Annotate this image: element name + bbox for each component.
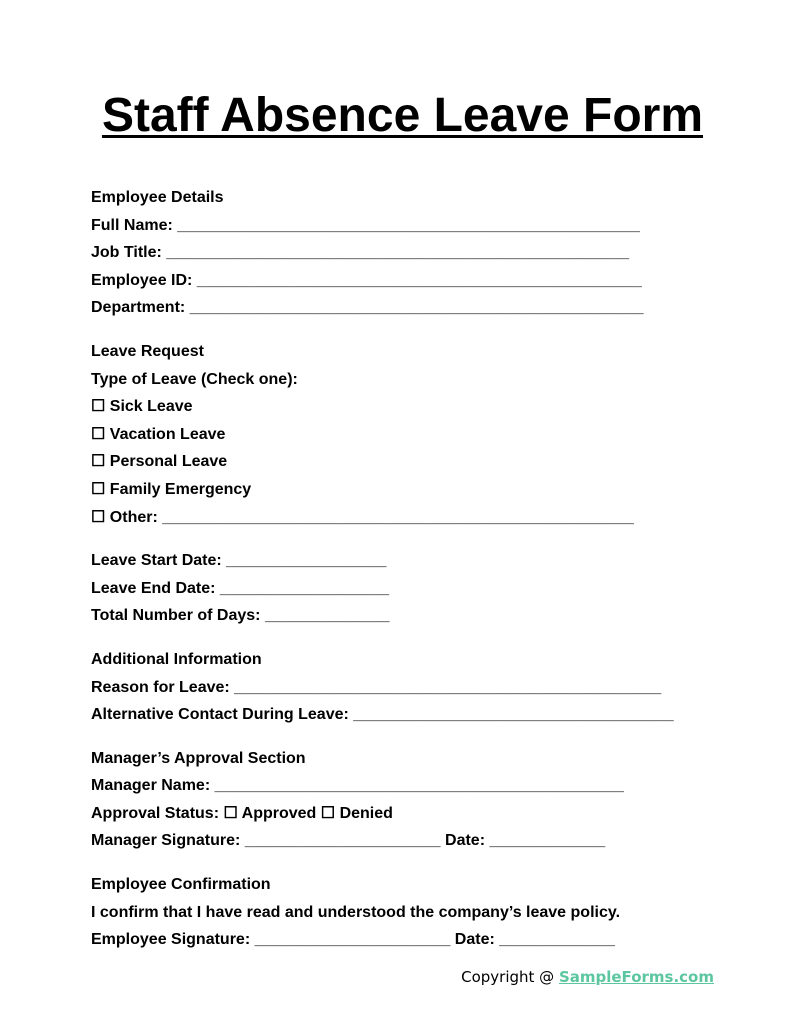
full-name-field: Full Name: ____________________________________________________ xyxy=(91,216,640,234)
leave-option-other: ☐ Other: _____________________________________________________ xyxy=(91,508,634,526)
employee-signature-field: Employee Signature: ______________________ Date: _____________ xyxy=(91,931,615,949)
leave-option-sick: ☐ Sick Leave xyxy=(91,398,193,416)
manager-name-field: Manager Name: ______________________________________________ xyxy=(91,777,624,795)
leave-option-vacation: ☐ Vacation Leave xyxy=(91,425,226,443)
additional-info-heading: Additional Information xyxy=(91,650,262,668)
copyright-prefix: Copyright @ xyxy=(461,968,559,986)
leave-start-date-field: Leave Start Date: __________________ xyxy=(91,552,387,570)
leave-type-label: Type of Leave (Check one): xyxy=(91,370,298,388)
manager-approval-heading: Manager’s Approval Section xyxy=(91,749,306,767)
leave-request-heading: Leave Request xyxy=(91,342,204,360)
brand-link[interactable]: SampleForms.com xyxy=(558,968,714,986)
total-days-field: Total Number of Days: ______________ xyxy=(91,607,390,625)
approval-status-field: Approval Status: ☐ Approved ☐ Denied xyxy=(91,804,393,822)
department-field: Department: ___________________________________________________ xyxy=(91,299,644,317)
employee-details-heading: Employee Details xyxy=(91,189,224,206)
confirmation-statement: I confirm that I have read and understood the company’s leave policy. xyxy=(91,903,621,921)
reason-field: Reason for Leave: ________________________________________________ xyxy=(91,678,662,696)
leave-end-date-field: Leave End Date: ___________________ xyxy=(91,579,389,597)
form-body xyxy=(91,184,731,954)
leave-option-family: ☐ Family Emergency xyxy=(91,480,252,498)
alt-contact-field: Alternative Contact During Leave: ____________________________________ xyxy=(91,706,674,724)
job-title-field: Job Title: ____________________________________________________ xyxy=(91,244,629,262)
employee-confirmation-heading: Employee Confirmation xyxy=(91,876,271,894)
leave-option-personal: ☐ Personal Leave xyxy=(91,453,228,471)
manager-signature-field: Manager Signature: ______________________ Date: _____________ xyxy=(91,832,606,850)
copyright-footer xyxy=(461,968,714,986)
employee-id-field: Employee ID: __________________________________________________ xyxy=(91,271,642,289)
page-title: Staff Absence Leave Form xyxy=(101,89,704,142)
